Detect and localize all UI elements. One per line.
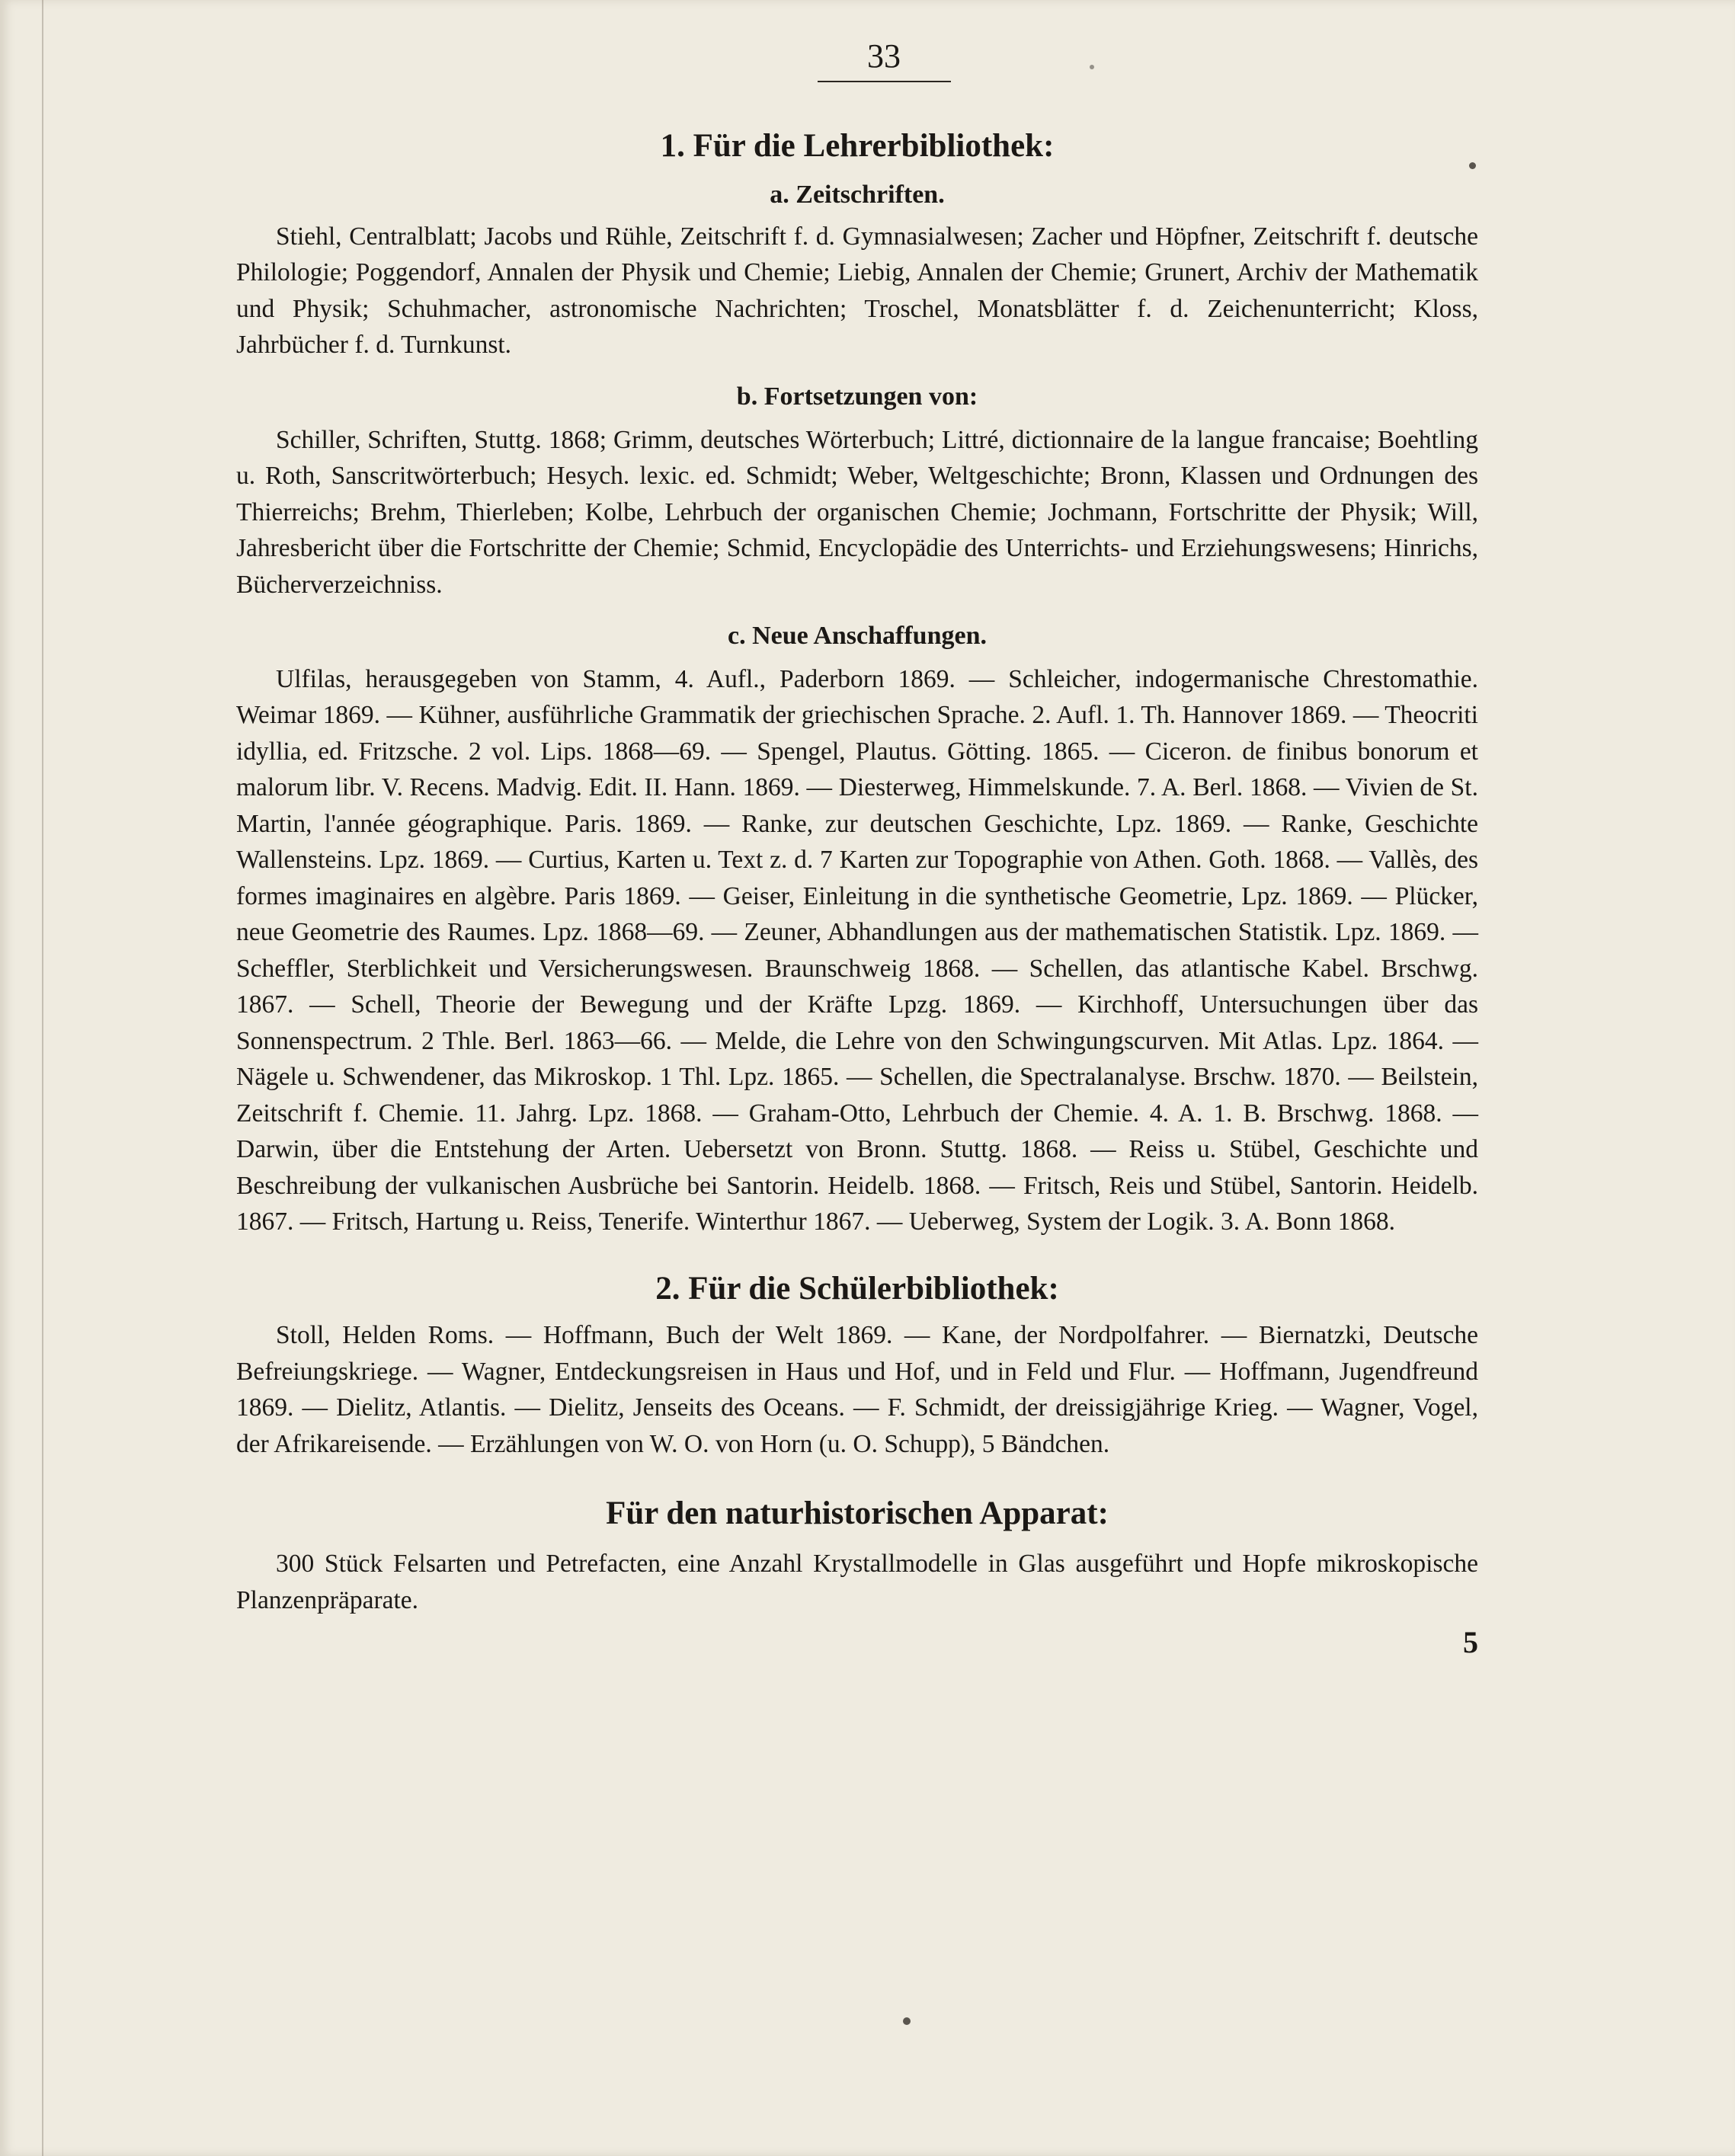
signature-mark: 5: [1463, 1625, 1478, 1660]
ink-spot: [1469, 162, 1476, 169]
student-library-heading: 2. Für die Schülerbibliothek:: [655, 1270, 1059, 1307]
new-acquisitions-paragraph: Ulfilas, herausgegeben von Stamm, 4. Aufl., Paderborn 1869. — Schleicher, indogermanische Chrestomathie. Weimar 1869. — Kühner, ausführliche Grammatik der griechischen Sprache. 2. Aufl. 1. Th. Hannover 1869. — Theocriti idyllia, ed. Fritzsche. 2 vol. Lips. 1868—69. — Spengel, Plautus. Götting. 1865. — Ciceron. de finibus bonorum et malorum libr. V. Recens. Madvig. Edit. II. Hann. 1869. — Diesterweg, Himmelskunde. 7. A. Berl. 1868. — Vivien de St. Martin, l'année géographique. Paris. 1869. — Ranke, zur deutschen Geschichte, Lpz. 1869. — Ranke, Geschichte Wallensteins. Lpz. 1869. — Curtius, Karten u. Text z. d. 7 Karten zur Topographie von Athen. Goth. 1868. — Vallès, des formes imaginaires en algèbre. Paris 1869. — Geiser, Einleitung in die synthetische Geometrie, Lpz. 1869. — Plücker, neue Geometrie des Raumes. Lpz. 1868—69. — Zeuner, Abhandlungen aus der mathematischen Statistik. Lpz. 1869. — Scheffler, Sterblichkeit und Versicherungswesen. Braunschweig 1868. — Schellen, das atlantische Kabel. Brschwg. 1867. — Schell, Theorie der Bewegung und der Kräfte Lpzg. 1869. — Kirchhoff, Untersuchungen über das Sonnenspectrum. 2 Thle. Berl. 1863—66. — Melde, die Lehre von den Schwingungscurven. Mit Atlas. Lpz. 1864. — Nägele u. Schwendener, das Mikroskop. 1 Thl. Lpz. 1865. — Schellen, die Spectralanalyse. Brschw. 1870. — Beilstein, Zeitschrift f. Chemie. 11. Jahrg. Lpz. 1868. — Graham-Otto, Lehrbuch der Chemie. 4. A. 1. B. Brschwg. 1868. — Darwin, über die Entstehung der Arten. Uebersetzt von Bronn. Stuttg. 1868. — Reiss u. Stübel, Geschichte und Beschreibung der vulkanischen Ausbrüche bei Santorin. Heidelb. 1868. — Fritsch, Reis und Stübel, Santorin. Heidelb. 1867. — Fritsch, Hartung u. Reiss, Tenerife. Winterthur 1867. — Ueberweg, System der Logik. 3. A. Bonn 1868.: [236, 664, 1478, 1236]
continuations-heading: b. Fortsetzungen von:: [736, 382, 978, 411]
page-number: 33: [867, 37, 901, 75]
teacher-library-heading: 1. Für die Lehrerbibliothek:: [660, 128, 1055, 165]
ink-spot: [1090, 65, 1094, 69]
natural-history-paragraph: 300 Stück Felsarten und Petrefacten, eine Anzahl Krystallmodelle in Glas ausgeführt und Hopfe mikroskopische Planzenpräparate.: [236, 1550, 1478, 1614]
student-library-paragraph: Stoll, Helden Roms. — Hoffmann, Buch der Welt 1869. — Kane, der Nordpolfahrer. — Biernatzki, Deutsche Befreiungskriege. — Wagner, Entdeckungsreisen in Haus und Hof, und in Feld und Flur. — Hoffmann, Jugendfreund 1869. — Dielitz, Atlantis. — Dielitz, Jenseits des Oceans. — F. Schmidt, der dreissigjährige Krieg. — Wagner, Vogel, der Afrikareisende. — Erzählungen von W. O. von Horn (u. O. Schupp), 5 Bändchen.: [236, 1321, 1478, 1458]
natural-history-heading: Für den naturhistorischen Apparat:: [606, 1495, 1109, 1532]
page-number-rule: [818, 81, 951, 82]
page-edge-shadow: [42, 0, 43, 2156]
journals-paragraph: Stiehl, Centralblatt; Jacobs und Rühle, Zeitschrift f. d. Gymnasialwesen; Zacher und Höpfner, Zeitschrift f. deutsche Philologie; Poggendorf, Annalen der Physik und Chemie; Liebig, Annalen der Chemie; Grunert, Archiv der Mathematik und Physik; Schuhmacher, astronomische Nachrichten; Troschel, Monatsblätter f. d. Zeichenunterricht; Kloss, Jahrbücher f. d. Turnkunst.: [236, 222, 1478, 360]
ink-spot: [903, 2017, 911, 2025]
new-acquisitions-heading: c. Neue Anschaffungen.: [727, 622, 988, 651]
journals-heading: a. Zeitschriften.: [770, 180, 945, 209]
page-content: [236, 38, 1478, 1660]
continuations-paragraph: Schiller, Schriften, Stuttg. 1868; Grimm, deutsches Wörterbuch; Littré, dictionnaire de la langue francaise; Boehtling u. Roth, Sanscritwörterbuch; Hesych. lexic. ed. Schmidt; Weber, Weltgeschichte; Bronn, Klassen und Ordnungen des Thierreichs; Brehm, Thierleben; Kolbe, Lehrbuch der organischen Chemie; Jochmann, Fortschritte der Physik; Will, Jahresbericht über die Fortschritte der Chemie; Schmid, Encyclopädie des Unterrichts- und Erziehungswesens; Hinrichs, Bücherverzeichniss.: [236, 425, 1478, 599]
